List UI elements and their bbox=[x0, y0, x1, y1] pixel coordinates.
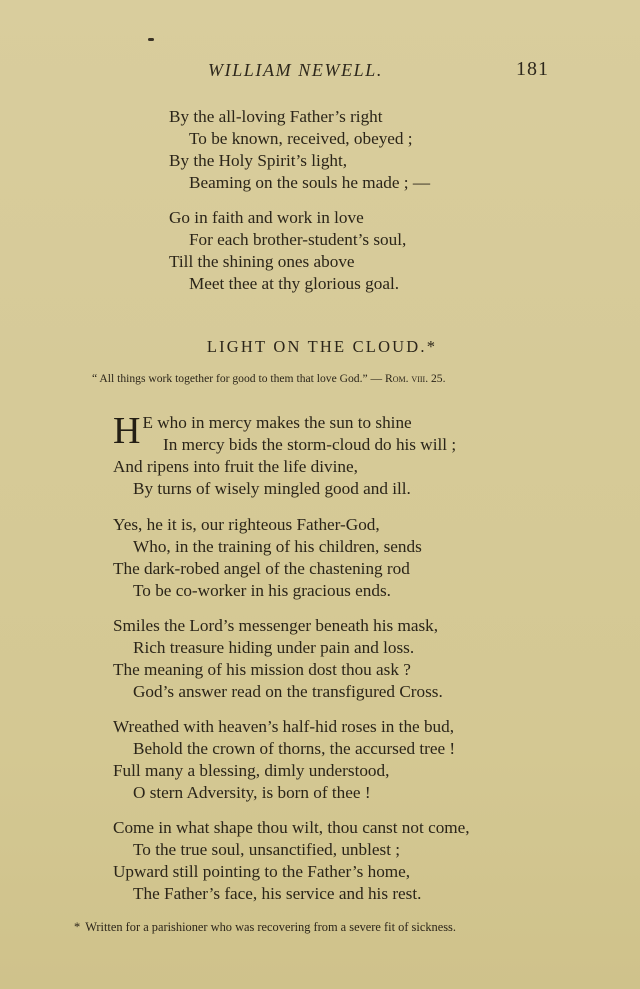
verse-line: By turns of wisely mingled good and ill. bbox=[133, 479, 411, 498]
verse-line: By the all-loving Father’s right bbox=[169, 107, 383, 126]
running-head bbox=[0, 60, 640, 86]
verse-line: Beaming on the souls he made ; — bbox=[189, 173, 431, 192]
verse-line: Smiles the Lord’s messenger beneath his mask, bbox=[113, 616, 439, 635]
verse-line: And ripens into fruit the life divine, bbox=[113, 457, 358, 476]
verse-line: The dark-robed angel of the chastening rod bbox=[113, 559, 410, 578]
verse-line: The meaning of his mission dost thou ask ? bbox=[113, 660, 411, 679]
ink-speck bbox=[148, 38, 154, 41]
prev-poem-stanza-1 bbox=[169, 106, 430, 194]
verse-line: Yes, he it is, our righteous Father-God, bbox=[113, 515, 380, 534]
poem-title-text: LIGHT ON THE CLOUD.* bbox=[206, 337, 438, 356]
poem-stanza-3 bbox=[113, 615, 443, 703]
running-title: WILLIAM NEWELL. bbox=[208, 60, 384, 80]
verse-line: By the Holy Spirit’s light, bbox=[169, 151, 348, 170]
verse-line: Wreathed with heaven’s half-hid roses in the bud, bbox=[113, 717, 455, 736]
footnote-mark: * bbox=[74, 920, 81, 934]
verse-line: To be known, received, obeyed ; bbox=[189, 129, 413, 148]
drop-cap: H bbox=[113, 410, 141, 452]
verse-line: The Father’s face, his service and his rest. bbox=[133, 884, 422, 903]
footnote-text: Written for a parishioner who was recovering from a severe fit of sickness. bbox=[85, 920, 456, 934]
footnote bbox=[74, 920, 456, 935]
verse-line: O stern Adversity, is born of thee ! bbox=[133, 783, 371, 802]
epigraph bbox=[92, 372, 446, 385]
first-line-rest: E who in mercy makes the sun to shine bbox=[142, 413, 412, 432]
verse-line: Who, in the training of his children, sends bbox=[133, 537, 422, 556]
verse-line: In mercy bids the storm-cloud do his will ; bbox=[163, 435, 457, 454]
poem-stanza-1 bbox=[113, 412, 456, 500]
epigraph-quote: “ All things work together for good to them that love God.” — bbox=[92, 372, 386, 385]
verse-line: To be co-worker in his gracious ends. bbox=[133, 581, 391, 600]
verse-line: Rich treasure hiding under pain and loss. bbox=[133, 638, 415, 657]
poem-stanza-2 bbox=[113, 514, 422, 602]
poem-stanza-4 bbox=[113, 716, 455, 804]
verse-line: For each brother-student’s soul, bbox=[189, 230, 407, 249]
epigraph-reference: Rom. viii. 25. bbox=[385, 372, 446, 385]
verse-line: God’s answer read on the transfigured Cross. bbox=[133, 682, 443, 701]
verse-line: Meet thee at thy glorious goal. bbox=[189, 274, 400, 293]
poem-stanza-5 bbox=[113, 817, 470, 905]
verse-line: Go in faith and work in love bbox=[169, 208, 364, 227]
poem-title bbox=[0, 337, 640, 357]
prev-poem-stanza-2 bbox=[169, 207, 406, 295]
verse-line: To the true soul, unsanctified, unblest ; bbox=[133, 840, 401, 859]
verse-line: Behold the crown of thorns, the accursed tree ! bbox=[133, 739, 456, 758]
verse-line: Come in what shape thou wilt, thou canst not come, bbox=[113, 818, 470, 837]
verse-line: Upward still pointing to the Father’s home, bbox=[113, 862, 411, 881]
verse-line: Full many a blessing, dimly understood, bbox=[113, 761, 390, 780]
verse-line: Till the shining ones above bbox=[169, 252, 355, 271]
page-number: 181 bbox=[516, 58, 549, 80]
